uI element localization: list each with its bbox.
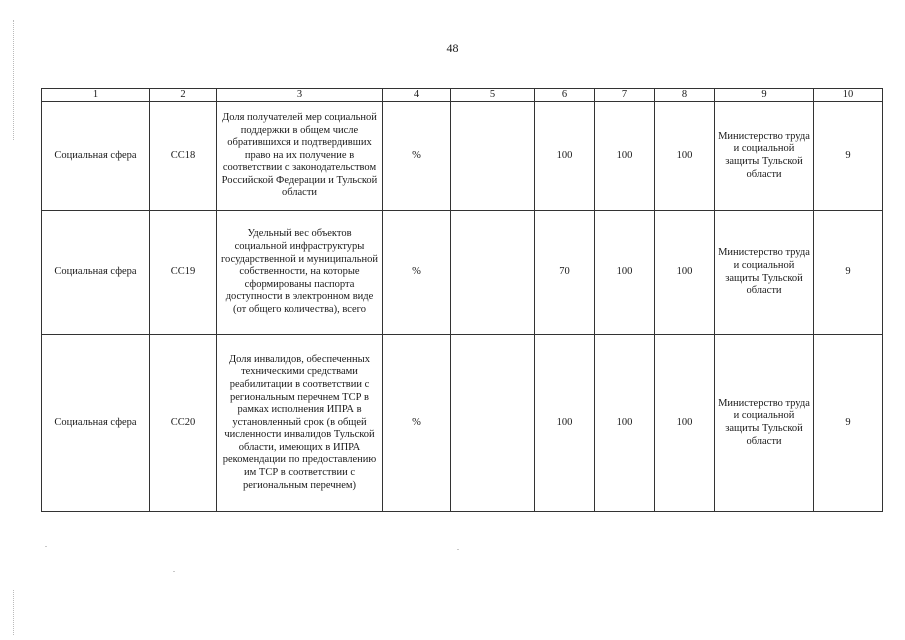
col10-cell: 9 (814, 335, 883, 512)
code-cell: СС18 (150, 102, 217, 211)
ministry-cell: Министерство труда и социальной защиты Тульской области (715, 335, 814, 512)
page-number: 48 (446, 41, 459, 55)
column-header: 9 (715, 89, 814, 102)
col5-cell (451, 211, 535, 335)
scan-speck (45, 546, 47, 547)
scan-speck (457, 549, 459, 550)
column-header: 5 (451, 89, 535, 102)
column-header: 10 (814, 89, 883, 102)
sphere-cell: Социальная сфера (42, 335, 150, 512)
column-header: 6 (535, 89, 595, 102)
col8-cell: 100 (655, 102, 715, 211)
scan-speck (173, 571, 175, 572)
col6-cell: 100 (535, 102, 595, 211)
unit-cell: % (383, 211, 451, 335)
sphere-cell: Социальная сфера (42, 102, 150, 211)
column-header: 4 (383, 89, 451, 102)
col10-cell: 9 (814, 211, 883, 335)
column-header: 1 (42, 89, 150, 102)
col8-cell: 100 (655, 335, 715, 512)
description-cell: Доля инвалидов, обеспеченных техническими средствами реабилитации в соответствии с региональным перечнем ТСР в рамках исполнения ИПРА в установленный срок (в общей численности инвалидов Тульской области, имеющих в ИПРА рекомендации по предоставлению им ТСР в соответствии с региональным перечнем) (217, 335, 383, 512)
unit-cell: % (383, 335, 451, 512)
scan-edge-mark (13, 590, 15, 635)
ministry-cell: Министерство труда и социальной защиты Тульской области (715, 102, 814, 211)
column-header: 2 (150, 89, 217, 102)
scan-edge-mark (13, 20, 15, 140)
column-header: 3 (217, 89, 383, 102)
description-cell: Доля получателей мер социальной поддержки в общем числе обратившихся и подтвердивших право на их получение в соответствии с законодательством Российской Федерации и Тульской области (217, 102, 383, 211)
table-row (42, 211, 883, 335)
col7-cell: 100 (595, 335, 655, 512)
table-row (42, 335, 883, 512)
indicators-table (41, 88, 883, 512)
col10-cell: 9 (814, 102, 883, 211)
table-row (42, 102, 883, 211)
col8-cell: 100 (655, 211, 715, 335)
col6-cell: 70 (535, 211, 595, 335)
code-cell: СС20 (150, 335, 217, 512)
col7-cell: 100 (595, 211, 655, 335)
col6-cell: 100 (535, 335, 595, 512)
column-header: 8 (655, 89, 715, 102)
sphere-cell: Социальная сфера (42, 211, 150, 335)
col5-cell (451, 102, 535, 211)
col5-cell (451, 335, 535, 512)
ministry-cell: Министерство труда и социальной защиты Тульской области (715, 211, 814, 335)
table-header-row (42, 89, 883, 102)
column-header: 7 (595, 89, 655, 102)
code-cell: СС19 (150, 211, 217, 335)
col7-cell: 100 (595, 102, 655, 211)
unit-cell: % (383, 102, 451, 211)
description-cell: Удельный вес объектов социальной инфраструктуры государственной и муниципальной собственности, на которые сформированы паспорта доступности в электронном виде (от общего количества), всего (217, 211, 383, 335)
